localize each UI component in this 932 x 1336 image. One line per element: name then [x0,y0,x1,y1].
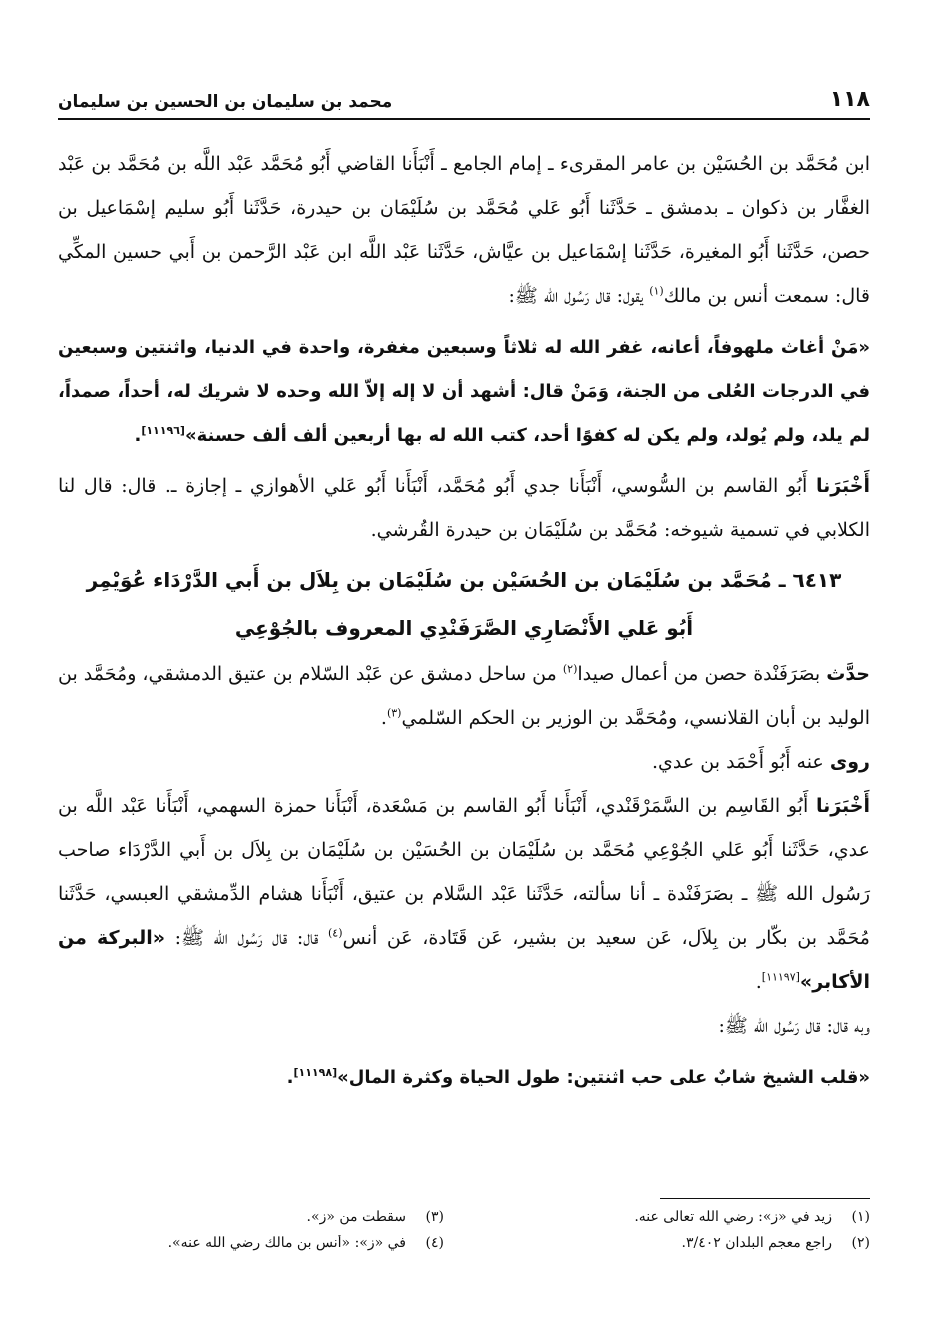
footnote-number: (٣) [425,1209,444,1225]
paragraph-lead: حدَّث [826,663,870,685]
footnote-ref: (٢) [562,662,578,676]
footnote-ref: (٣) [386,706,402,720]
paragraph-text-b: قال: قال رَسُول الله ﷺ: [174,927,319,949]
footnote-1 [484,1209,870,1225]
isnad-text: ابن مُحَمَّد بن الحُسَيْن بن عامر المقرىء ـ إمام الجامع ـ أَنْبَأَنا القاضي أَبُو مُحَمَّد عَبْد اللَّه بن مُحَمَّد بن عَبْد الغفَّار بن ذكوان ـ بدمشق ـ حَدَّثَنا أَبُو عَلي مُحَمَّد بن سُلَيْمَان بن حيدرة، حَدَّثَنا أَبُو سليم إسْمَاعيل بن حصن، حَدَّثَنا أَبُو المغيرة، حَدَّثَنا إسْمَاعيل بن عيَّاش، حَدَّثَنا عَبْد اللَّه ابن عَبْد الرَّحمن بن أَبي حسين المكِّي قال: سمعت أنس بن مالك [58,153,870,307]
hadith-text-2: «قلب الشيخ شابٌ على حب اثنتين: طول الحياة وكثرة المال»[١١١٩٨]. [286,1066,870,1088]
hadith-number: [١١١٩٧] [761,970,800,984]
paragraph-text: أَبُو القَاسِم بن السَّمَرْقَنْدي، أَنْبَأَنا أَبُو القاسم بن مَسْعَدة، أَنْبَأَنا حمزة السهمي، أَنْبَأَنا عَبْد اللَّه بن عدي، حَدَّثَنا أَبُو عَلي الجُوْعِي مُحَمَّد بن سُلَيْمَان بن الحُسَيْن بن سُلَيْمَان بن بِلاَل بن أَبي الدَّرْدَاء صاحب رَسُول الله ﷺ ـ بصَرَفَنْدة ـ أنا سألته، حَدَّثَنا عَبْد السَّلام بن عتيق، أَنْبَأَنا هشام الدِّمشقي العبسي، حَدَّثَنا مُحَمَّد بن بكّار بن بِلاَل، عَن سعيد بن بشير، عَن قَتَادة، عَن أنس [58,795,870,949]
page-header [58,72,870,120]
page-body [58,142,870,1100]
footnote-3 [58,1209,444,1225]
document-page [58,72,870,1106]
hadith-number: [١١١٩٦] [141,424,185,437]
footnote-text: زيد في «ز»: رضي الله تعالى عنه. [634,1209,832,1225]
footnote-text: في «ز»: «أنس بن مالك رضي الله عنه». [167,1235,406,1251]
footnote-text: سقطت من «ز». [306,1209,406,1225]
footnote-list [58,1209,870,1251]
hadith-body: «قلب الشيخ شابٌ على حب اثنتين: طول الحياة وكثرة المال» [337,1067,870,1088]
biography-subheading: أَبُو عَلي الأَنْصَارِي الصَّرَفَنْدِي المعروف بالجُوْعِي [234,616,694,640]
footnote-number: (٤) [425,1235,444,1251]
footnotes [58,1198,870,1251]
footnote-text: راجع معجم البلدان ٣/٤٠٢. [681,1235,832,1251]
hadith-number: [١١١٩٨] [293,1066,338,1079]
paragraph-lead: روى [829,751,870,773]
footnote-ref: (١) [649,284,664,298]
narrator-paragraph [58,740,870,784]
paragraph-lead: أَخْبَرَنا [815,475,870,497]
paragraph-text: وبه قال: قال رَسُول الله ﷺ: [718,1015,870,1037]
isnad-end: يقول: قال رَسُول الله ﷺ: [508,285,644,307]
isnad-paragraph-4 [58,1004,870,1048]
isnad-paragraph-1 [58,142,870,318]
paragraph-lead: أَخْبَرَنا [815,795,870,817]
footnote-ref: (٤) [327,926,343,940]
hadith-body: «مَنْ أغاث ملهوفاً، أعانه، غفر الله له ثلاثاً وسبعين مغفرة، واحدة في الدنيا، واثنتين وسبعين في الدرجات العُلى من الجنة، وَمَنْ قال: أشهد أن لا إله إلاّ الله وحده لا شريك له، أحداً، صمداً، لم يلد، ولم يُولد، ولم يكن له كفوًا أحد، كتب الله له بها أربعين ألف ألف حسنة» [58,337,870,446]
footnote-4 [58,1235,444,1251]
biography-paragraph: حدَّث بصَرَفَنْدة حصن من أعمال صيدا$^{(٢)}$ من ساحل دمشق عن عَبْد السّلام بن عتيق الدمشقي، ومُحَمَّد بن الوليد بن أبان القلانسي، ومُحَمَّد بن الوزير بن الحكم السّلمي$^{(٣)}$. [58,662,870,729]
footnote-number: (١) [851,1209,870,1225]
running-title: محمد بن سليمان بن الحسين بن سليمان [58,92,393,112]
footnote-2 [484,1235,870,1251]
paragraph-text: بصَرَفَنْدة حصن من أعمال صيدا [577,663,821,685]
paragraph-text-b: من ساحل دمشق عن عَبْد السّلام بن عتيق الدمشقي، ومُحَمَّد بن الوليد بن أبان القلانسي، ومُحَمَّد بن الوزير بن الحكم السّلمي [58,663,870,729]
hadith-quote: «البركة من الأكابر» [58,927,870,993]
page-number: ١١٨ [829,87,870,112]
biography-heading: ٦٤١٣ ـ مُحَمَّد بن سُلَيْمَان بن الحُسَيْن بن سُلَيْمَان بن بِلاَل بن أَبي الدَّرْدَاء عُوَيْمِر [86,568,842,592]
hadith-text-1: «مَنْ أغاث ملهوفاً، أعانه، غفر الله له ثلاثاً وسبعين مغفرة، واحدة في الدنيا، واثنتين وسبعين في الدرجات العُلى من الجنة، وَمَنْ قال: أشهد أن لا إله إلاّ الله وحده لا شريك له، أحداً، صمداً، لم يلد، ولم يُولد، ولم يكن له كفوًا أحد، كتب الله له بها أربعين ألف ألف حسنة»[١١١٩٦]. [58,337,870,446]
paragraph-text: أَبُو القاسم بن السُّوسي، أَنْبَأَنا جدي أَبُو مُحَمَّد، أَنْبَأَنا أَبُو عَلي الأهوازي ـ إجازة ـ. قال: قال لنا الكلابي في تسمية شيوخه: مُحَمَّد بن سُلَيْمَان بن حيدرة القُرشي. [58,475,870,541]
isnad-paragraph-2 [58,464,870,552]
footnote-divider [660,1198,870,1199]
isnad-paragraph-3: أَخْبَرَنا أَبُو القَاسِم بن السَّمَرْقَنْدي، أَنْبَأَنا أَبُو القاسم بن مَسْعَدة، أَنْبَأَنا حمزة السهمي، أَنْبَأَنا عَبْد اللَّه بن عدي، حَدَّثَنا أَبُو عَلي الجُوْعِي مُحَمَّد بن سُلَيْمَان بن الحُسَيْن بن سُلَيْمَان بن بِلاَل بن أَبي الدَّرْدَاء صاحب رَسُول الله ﷺ ـ بصَرَفَنْدة ـ أنا سألته، حَدَّثَنا عَبْد السَّلام بن عتيق، أَنْبَأَنا هشام الدِّمشقي العبسي، حَدَّثَنا مُحَمَّد بن بكّار بن بِلاَل، عَن سعيد بن بشير، عَن قَتَادة، عَن أنس$^{(٤)}$ قال: قال رَسُول الله ﷺ: «البركة من الأكابر»[١١١٩٧]. [58,795,870,993]
footnote-number: (٢) [851,1235,870,1251]
paragraph-text: عنه أَبُو أَحْمَد بن عدي. [652,751,824,773]
